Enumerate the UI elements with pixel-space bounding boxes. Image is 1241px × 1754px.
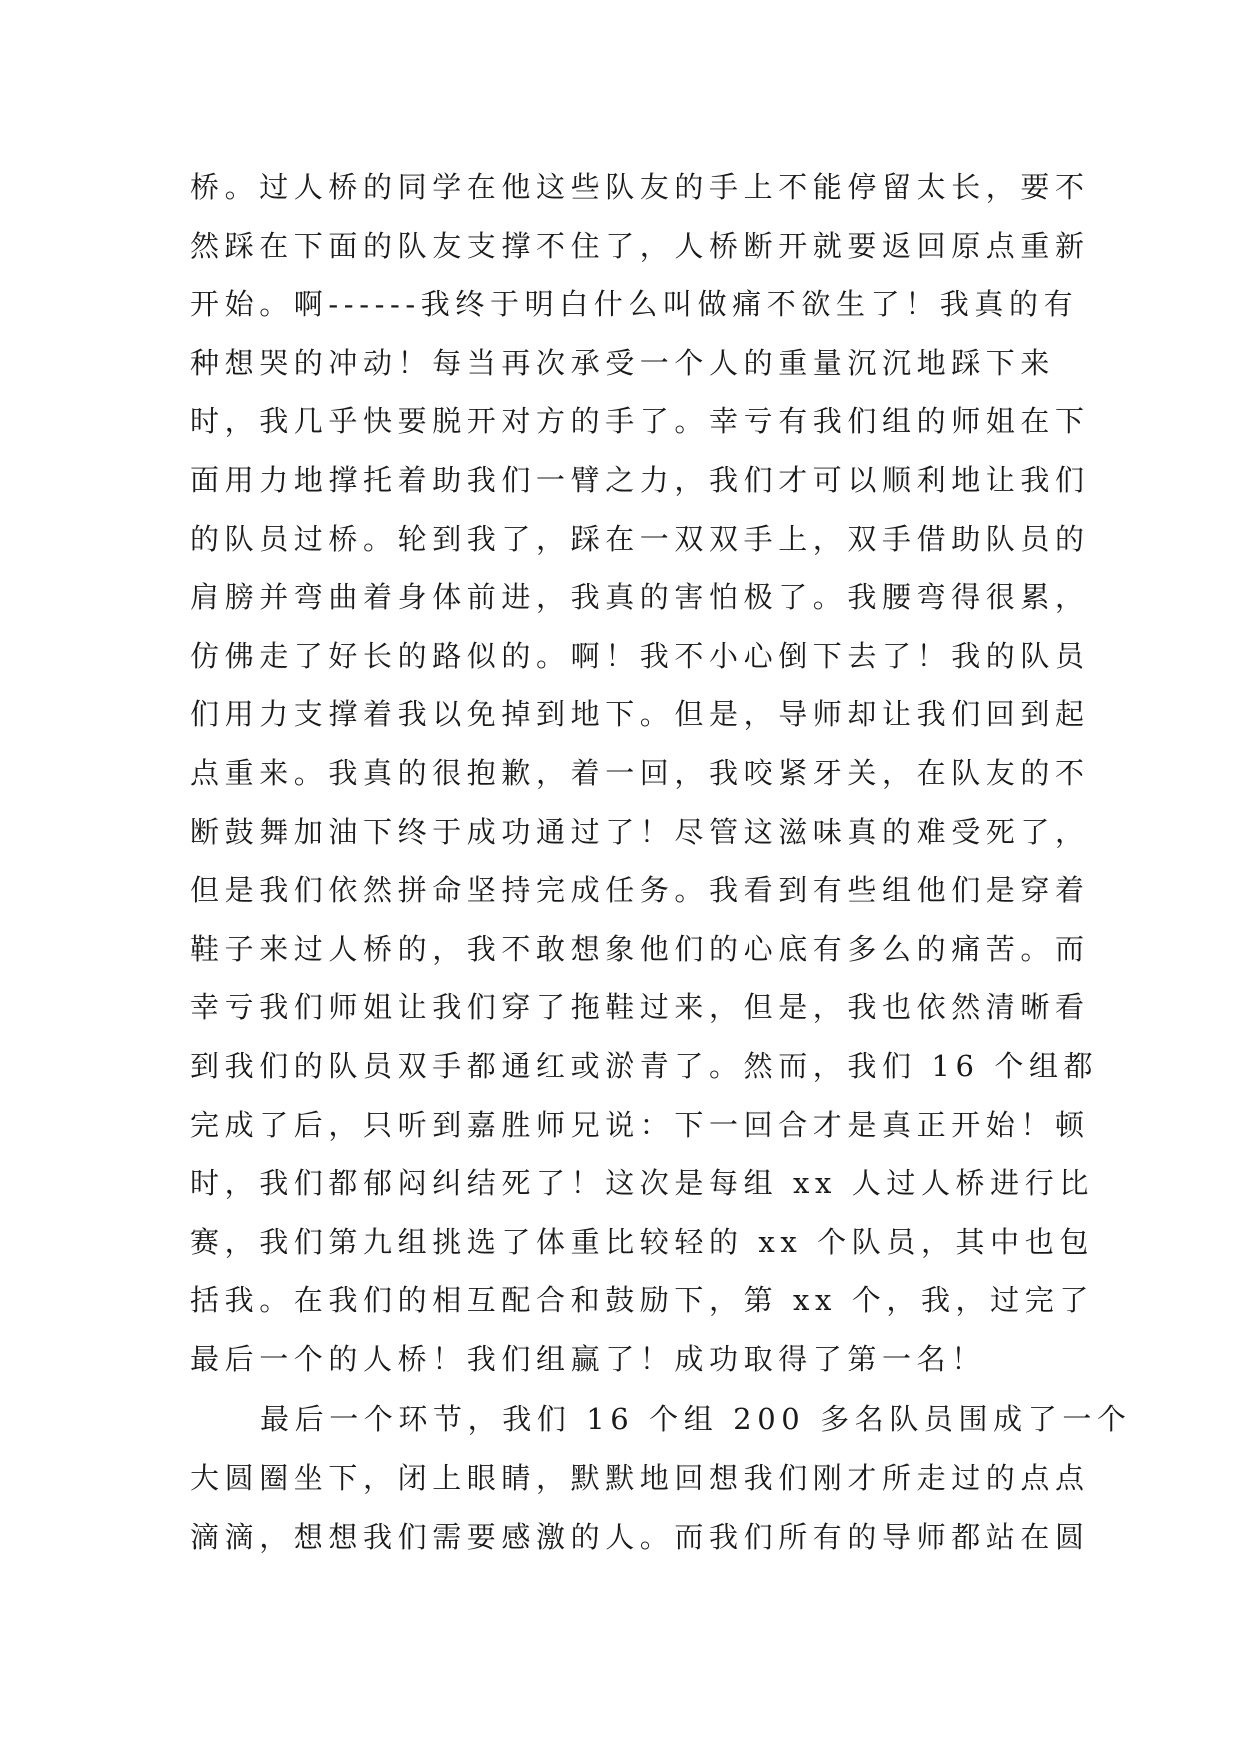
text-line: 仿佛走了好长的路似的。啊！我不小心倒下去了！我的队员	[190, 638, 1090, 673]
text-line: 开始。啊------我终于明白什么叫做痛不欲生了！我真的有	[190, 287, 1079, 322]
text-line: 最后一个的人桥！我们组赢了！成功取得了第一名！	[190, 1341, 986, 1376]
text-line: 但是我们依然拼命坚持完成任务。我看到有些组他们是穿着	[190, 873, 1090, 908]
text-line: 桥。过人桥的同学在他这些队友的手上不能停留太长，要不	[190, 170, 1090, 204]
text-line: 最后一个环节，我们 16 个组 200 多名队员围成了一个	[260, 1402, 1132, 1437]
text-line: 然踩在下面的队友支撑不住了，人桥断开就要返回原点重新	[190, 228, 1090, 263]
text-line: 大圆圈坐下，闭上眼睛，默默地回想我们刚才所走过的点点	[190, 1461, 1090, 1496]
text-line: 幸亏我们师姐让我们穿了拖鞋过来，但是，我也依然清晰看	[190, 990, 1090, 1025]
paragraph-1	[190, 158, 1099, 1388]
text-line: 肩膀并弯曲着身体前进，我真的害怕极了。我腰弯得很累，	[190, 580, 1090, 615]
text-line: 滴滴，想想我们需要感激的人。而我们所有的导师都站在圆	[190, 1519, 1090, 1554]
text-line: 赛，我们第九组挑选了体重比较轻的 xx 个队员，其中也包	[190, 1224, 1094, 1259]
text-line: 到我们的队员双手都通红或淤青了。然而，我们 16 个组都	[190, 1048, 1099, 1083]
text-line: 种想哭的冲动！每当再次承受一个人的重量沉沉地踩下来	[190, 345, 1056, 380]
text-line: 们用力支撑着我以免掉到地下。但是，导师却让我们回到起	[190, 697, 1090, 732]
text-line: 时，我几乎快要脱开对方的手了。幸亏有我们组的师姐在下	[190, 404, 1090, 439]
text-line: 括我。在我们的相互配合和鼓励下，第 xx 个，我，过完了	[190, 1283, 1094, 1318]
document-body	[190, 158, 1132, 1566]
text-line: 时，我们都郁闷纠结死了！这次是每组 xx 人过人桥进行比	[190, 1166, 1094, 1201]
text-line: 断鼓舞加油下终于成功通过了！尽管这滋味真的难受死了，	[190, 814, 1090, 849]
text-line: 的队员过桥。轮到我了，踩在一双双手上，双手借助队员的	[190, 521, 1090, 556]
text-line: 鞋子来过人桥的，我不敢想象他们的心底有多么的痛苦。而	[190, 931, 1090, 966]
text-line: 面用力地撑托着助我们一臂之力，我们才可以顺利地让我们	[190, 462, 1090, 497]
paragraph-2	[190, 1390, 1132, 1566]
text-line: 点重来。我真的很抱歉，着一回，我咬紧牙关，在队友的不	[190, 755, 1090, 790]
text-line: 完成了后，只听到嘉胜师兄说：下一回合才是真正开始！顿	[190, 1107, 1090, 1142]
